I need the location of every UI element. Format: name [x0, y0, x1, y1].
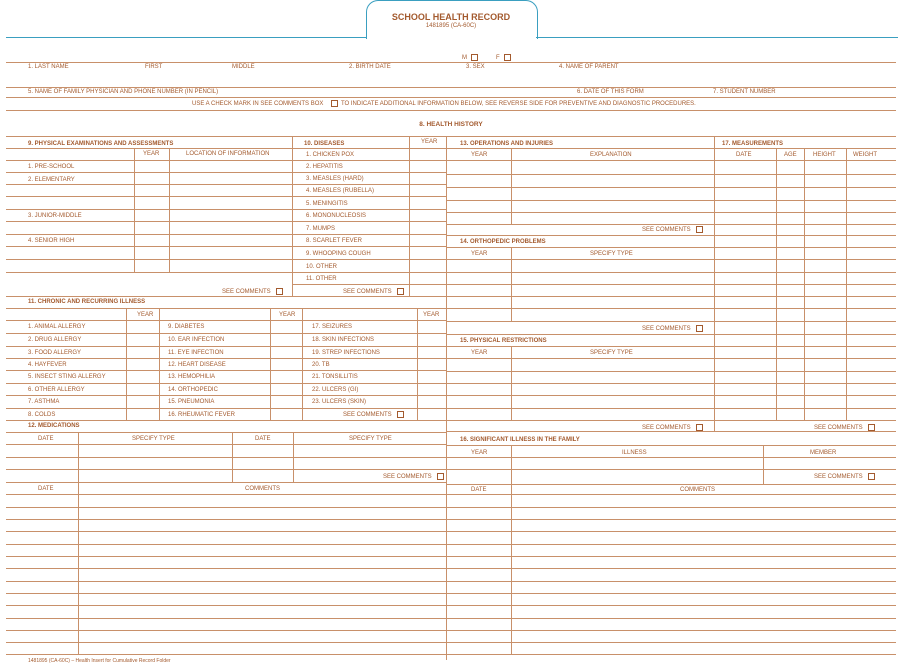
chronic-see-comments: SEE COMMENTS [343, 412, 392, 418]
family-date-header: DATE [471, 487, 487, 493]
operations-see-comments: SEE COMMENTS [642, 227, 691, 233]
chronic-year-header-2: YEAR [279, 312, 296, 318]
sex-f-checkbox[interactable] [504, 54, 511, 61]
chronic-item: 23. ULCERS (SKIN) [312, 399, 367, 405]
disease-item: 8. SCARLET FEVER [306, 238, 362, 244]
diseases-see-comments-checkbox[interactable] [397, 288, 404, 295]
disease-item: 2. HEPATITIS [306, 164, 343, 170]
chronic-item: 10. EAR INFECTION [168, 337, 225, 343]
measurements-see-comments-checkbox[interactable] [868, 424, 875, 431]
orthopedic-heading: 14. ORTHOPEDIC PROBLEMS [460, 239, 546, 245]
sample-checkbox [331, 100, 338, 107]
chronic-heading: 11. CHRONIC AND RECURRING ILLNESS [28, 299, 146, 305]
orthopedic-specify-header: SPECIFY TYPE [590, 251, 633, 257]
exams-see-comments: SEE COMMENTS [222, 289, 271, 295]
family-year-header: YEAR [471, 450, 488, 456]
chronic-item: 6. OTHER ALLERGY [28, 387, 85, 393]
chronic-item: 11. EYE INFECTION [168, 350, 224, 356]
medications-specify-header-2: SPECIFY TYPE [349, 436, 392, 442]
family-comments-header: COMMENTS [680, 487, 715, 493]
chronic-item: 15. PNEUMONIA [168, 399, 215, 405]
form-date-label: 6. DATE OF THIS FORM [577, 89, 644, 95]
diseases-heading: 10. DISEASES [304, 141, 345, 147]
medications-heading: 12. MEDICATIONS [28, 423, 80, 429]
footer-text: 1481895 (CA-60C) – Health Insert for Cumulative Record Folder [28, 658, 171, 664]
measurements-weight-header: WEIGHT [853, 152, 877, 158]
diseases-see-comments: SEE COMMENTS [343, 289, 392, 295]
chronic-item: 12. HEART DISEASE [168, 362, 226, 368]
medications-comments-header: COMMENTS [245, 486, 280, 492]
operations-year-header: YEAR [471, 152, 488, 158]
medications-specify-header-1: SPECIFY TYPE [132, 436, 175, 442]
orthopedic-see-comments-checkbox[interactable] [696, 325, 703, 332]
restrictions-see-comments: SEE COMMENTS [642, 425, 691, 431]
disease-item: 1. CHICKEN POX [306, 152, 355, 158]
restrictions-year-header: YEAR [471, 350, 488, 356]
physician-label: 5. NAME OF FAMILY PHYSICIAN AND PHONE NUMBER (IN PENCIL) [28, 89, 219, 95]
chronic-item: 7. ASTHMA [28, 399, 60, 405]
medications-date-header-1: DATE [38, 436, 54, 442]
form-code: 1481895 (CA-60C) [425, 23, 477, 29]
instruction-prefix: USE A CHECK MARK IN SEE COMMENTS BOX [192, 101, 324, 107]
medications-date-header-2: DATE [255, 436, 271, 442]
sex-f-label: F [496, 55, 500, 61]
exams-heading: 9. PHYSICAL EXAMINATIONS AND ASSESSMENTS [28, 141, 174, 147]
disease-item: 10. OTHER [306, 264, 338, 270]
measurements-heading: 17. MEASUREMENTS [722, 141, 784, 147]
chronic-item: 1. ANIMAL ALLERGY [28, 324, 86, 330]
chronic-item: 4. HAYFEVER [28, 362, 67, 368]
last-name-label: 1. LAST NAME [28, 64, 69, 70]
restrictions-see-comments-checkbox[interactable] [696, 424, 703, 431]
diseases-year-header: YEAR [421, 139, 438, 145]
family-see-comments-checkbox[interactable] [868, 473, 875, 480]
exam-row: 4. SENIOR HIGH [28, 238, 75, 244]
family-member-header: MEMBER [810, 450, 837, 456]
operations-see-comments-checkbox[interactable] [696, 226, 703, 233]
first-name-label: FIRST [145, 64, 163, 70]
chronic-item: 19. STREP INFECTIONS [312, 350, 380, 356]
measurements-height-header: HEIGHT [813, 152, 836, 158]
orthopedic-see-comments: SEE COMMENTS [642, 326, 691, 332]
exam-row: 1. PRE-SCHOOL [28, 164, 75, 170]
restrictions-heading: 15. PHYSICAL RESTRICTIONS [460, 338, 547, 344]
exam-row: 2. ELEMENTARY [28, 177, 75, 183]
chronic-item: 13. HEMOPHILIA [168, 374, 216, 380]
chronic-item: 9. DIABETES [168, 324, 205, 330]
chronic-item: 17. SEIZURES [312, 324, 353, 330]
sex-label: 3. SEX [466, 64, 485, 70]
sex-m-checkbox[interactable] [471, 54, 478, 61]
medications-comments-date-header: DATE [38, 486, 54, 492]
family-illness-header: ILLNESS [622, 450, 647, 456]
chronic-item: 20. TB [312, 362, 330, 368]
chronic-item: 21. TONSILLITIS [312, 374, 358, 380]
disease-item: 7. MUMPS [306, 226, 336, 232]
operations-explanation-header: EXPLANATION [590, 152, 632, 158]
disease-item: 11. OTHER [306, 276, 337, 282]
form-title: SCHOOL HEALTH RECORD [391, 12, 511, 22]
restrictions-specify-header: SPECIFY TYPE [590, 350, 633, 356]
chronic-item: 16. RHEUMATIC FEVER [168, 412, 235, 418]
instruction-suffix: TO INDICATE ADDITIONAL INFORMATION BELOW, SEE REVERSE SIDE FOR PREVENTIVE AND DIAGNOSTIC PROCEDURES. [341, 101, 696, 107]
measurements-age-header: AGE [784, 152, 797, 158]
middle-name-label: MIDDLE [232, 64, 255, 70]
chronic-item: 8. COLDS [28, 412, 56, 418]
chronic-item: 14. ORTHOPEDIC [168, 387, 218, 393]
chronic-see-comments-checkbox[interactable] [397, 411, 404, 418]
sex-m-label: M [462, 55, 467, 61]
disease-item: 6. MONONUCLEOSIS [306, 213, 367, 219]
exams-year-header: YEAR [143, 151, 160, 157]
medications-see-comments: SEE COMMENTS [383, 474, 432, 480]
chronic-item: 5. INSECT STING ALLERGY [28, 374, 106, 380]
disease-item: 3. MEASLES (HARD) [306, 176, 364, 182]
health-history-heading: 8. HEALTH HISTORY [419, 121, 483, 128]
chronic-item: 3. FOOD ALLERGY [28, 350, 82, 356]
chronic-year-header-1: YEAR [137, 312, 154, 318]
disease-item: 9. WHOOPING COUGH [306, 251, 371, 257]
disease-item: 4. MEASLES (RUBELLA) [306, 188, 375, 194]
medications-see-comments-checkbox[interactable] [437, 473, 444, 480]
family-see-comments: SEE COMMENTS [814, 474, 863, 480]
orthopedic-year-header: YEAR [471, 251, 488, 257]
chronic-year-header-3: YEAR [423, 312, 440, 318]
exams-see-comments-checkbox[interactable] [276, 288, 283, 295]
parent-name-label: 4. NAME OF PARENT [559, 64, 619, 70]
measurements-see-comments: SEE COMMENTS [814, 425, 863, 431]
chronic-item: 22. ULCERS (GI) [312, 387, 359, 393]
exams-location-header: LOCATION OF INFORMATION [186, 151, 270, 157]
chronic-item: 18. SKIN INFECTIONS [312, 337, 375, 343]
birth-date-label: 2. BIRTH DATE [349, 64, 391, 70]
disease-item: 5. MENINGITIS [306, 201, 348, 207]
chronic-item: 2. DRUG ALLERGY [28, 337, 82, 343]
operations-heading: 13. OPERATIONS AND INJURIES [460, 141, 554, 147]
exam-row: 3. JUNIOR-MIDDLE [28, 213, 82, 219]
measurements-date-header: DATE [736, 152, 752, 158]
student-number-label: 7. STUDENT NUMBER [713, 89, 776, 95]
family-illness-heading: 16. SIGNIFICANT ILLNESS IN THE FAMILY [460, 437, 580, 443]
